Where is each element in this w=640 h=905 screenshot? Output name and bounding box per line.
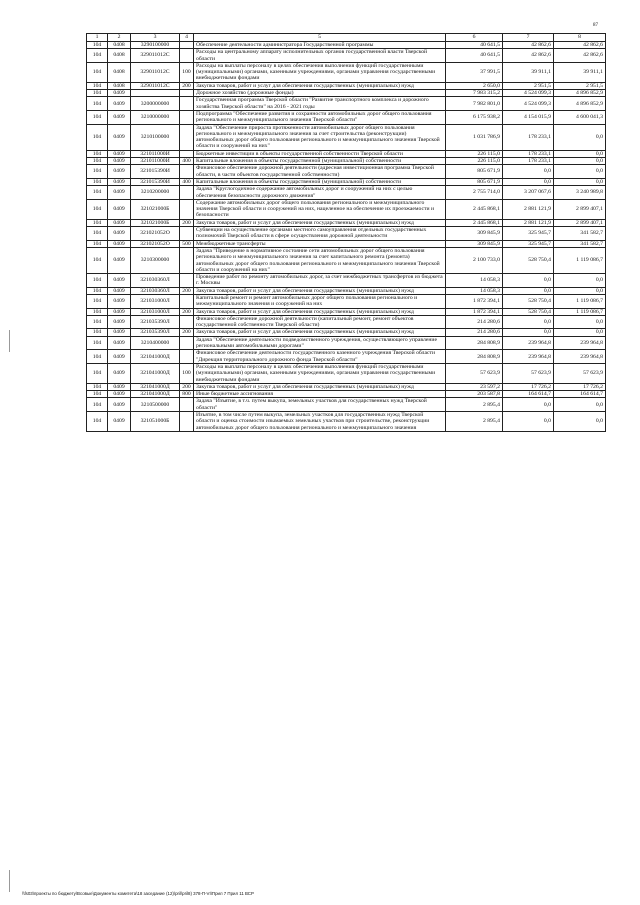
- cell-target-code: 321041000Д: [131, 363, 180, 383]
- cell-section-code: 0409: [108, 90, 131, 97]
- cell-description: Капитальные вложения в объекты государственной (муниципальной) собственности: [194, 178, 446, 185]
- cell-amount-year1: 2 650,0: [446, 82, 503, 89]
- cell-description: Закупка товаров, работ и услуг для обеспечения государственных (муниципальных) нужд: [194, 308, 446, 315]
- cell-expense-type: 200: [180, 219, 194, 226]
- margin-mark: [9, 330, 10, 352]
- cell-amount-year3: 2 899 407,1: [554, 219, 606, 226]
- cell-section-code: 0409: [108, 124, 131, 150]
- cell-amount-year2: 0,0: [503, 287, 554, 294]
- page-number: 87: [593, 23, 598, 28]
- header-cell: 3: [131, 34, 180, 42]
- cell-target-code: 321031000Л: [131, 308, 180, 315]
- cell-amount-year3: 0,0: [554, 158, 606, 165]
- cell-amount-year2: 164 614,7: [503, 391, 554, 398]
- cell-section-code: 0409: [108, 398, 131, 412]
- cell-admin-code: 104: [87, 90, 108, 97]
- cell-admin-code: 104: [87, 124, 108, 150]
- cell-amount-year2: 0,0: [503, 329, 554, 336]
- cell-description: Расходы на выплаты персоналу в целях обеспечения выполнения функций государственными (муниципальными) органами, казенными учреждениями, органами управления государственными внебюджетными фондами: [194, 62, 446, 82]
- table-row: [87, 90, 606, 97]
- cell-admin-code: 104: [87, 274, 108, 288]
- cell-description: Задача "Изъятие, в т.ч. путем выкупа, земельных участков для государственных нужд Тверской области": [194, 398, 446, 412]
- cell-description: Бюджетные инвестиции в объекты государственной собственности Тверской области: [194, 150, 446, 157]
- cell-admin-code: 104: [87, 287, 108, 294]
- table-row: [87, 42, 606, 49]
- table-row: [87, 383, 606, 390]
- cell-amount-year2: 42 862,6: [503, 42, 554, 49]
- cell-expense-type: [180, 398, 194, 412]
- cell-amount-year2: 17 726,2: [503, 383, 554, 390]
- cell-admin-code: 104: [87, 398, 108, 412]
- cell-target-code: 321041000Д: [131, 350, 180, 364]
- table-row: [87, 219, 606, 226]
- cell-description: Финансовое обеспечение дорожной деятельности (адресная инвестиционная программа Тверской области, в части объектов государственной собственности): [194, 165, 446, 179]
- cell-section-code: 0409: [108, 110, 131, 124]
- cell-amount-year1: 309 845,9: [446, 227, 503, 241]
- table-row: [87, 308, 606, 315]
- budget-table: [86, 33, 606, 432]
- cell-section-code: 0409: [108, 350, 131, 364]
- cell-section-code: 0409: [108, 287, 131, 294]
- table-row: [87, 412, 606, 432]
- cell-amount-year3: 2 899 407,1: [554, 199, 606, 219]
- cell-admin-code: 104: [87, 247, 108, 273]
- cell-description: Субвенции на осуществление органами местного самоуправления отдельных государственных полномочий Тверской области в сфере осуществления дорожной деятельности: [194, 227, 446, 241]
- cell-admin-code: 104: [87, 178, 108, 185]
- cell-admin-code: 104: [87, 294, 108, 308]
- cell-expense-type: [180, 49, 194, 63]
- cell-admin-code: 104: [87, 363, 108, 383]
- cell-expense-type: 200: [180, 82, 194, 89]
- cell-admin-code: 104: [87, 308, 108, 315]
- cell-amount-year1: 2 100 733,0: [446, 247, 503, 273]
- cell-expense-type: 500: [180, 240, 194, 247]
- table-row: [87, 158, 606, 165]
- cell-description: Капитальный ремонт и ремонт автомобильных дорог общего пользования регионального и межмуниципального значения и сооружений на них: [194, 294, 446, 308]
- cell-expense-type: [180, 274, 194, 288]
- cell-amount-year2: 39 911,1: [503, 62, 554, 82]
- cell-description: Межбюджетные трансферты: [194, 240, 446, 247]
- cell-target-code: 321011000И: [131, 158, 180, 165]
- cell-target-code: 329011012С: [131, 49, 180, 63]
- header-row: [87, 34, 606, 42]
- cell-section-code: 0409: [108, 412, 131, 432]
- cell-target-code: 321011000И: [131, 150, 180, 157]
- cell-amount-year3: 0,0: [554, 178, 606, 185]
- cell-target-code: 3210300000: [131, 247, 180, 273]
- cell-expense-type: [180, 247, 194, 273]
- cell-admin-code: 104: [87, 42, 108, 49]
- cell-description: Задача "Обеспечение прироста протяженности автомобильных дорог общего пользования регионального и межмуниципального значения за счет строительства (реконструкции) автомобильных дорог общего пользования регионального и межмуниципального значения Тверской области и сооружений на них": [194, 124, 446, 150]
- cell-amount-year3: 239 964,8: [554, 336, 606, 350]
- cell-expense-type: [180, 199, 194, 219]
- cell-target-code: 3210100000: [131, 124, 180, 150]
- cell-admin-code: 104: [87, 49, 108, 63]
- cell-amount-year3: 0,0: [554, 274, 606, 288]
- header-cell: 5: [194, 34, 446, 42]
- cell-target-code: 321030360Л: [131, 287, 180, 294]
- cell-description: Капитальные вложения в объекты государственной (муниципальной) собственности: [194, 158, 446, 165]
- cell-expense-type: [180, 42, 194, 49]
- table-row: [87, 287, 606, 294]
- cell-description: Содержание автомобильных дорог общего пользования регионального и межмуниципального значения Тверской области и сооружений на них, нацеленное на обеспечение их проезжаемости и безопасности: [194, 199, 446, 219]
- cell-amount-year1: 214 280,6: [446, 329, 503, 336]
- cell-amount-year3: 164 614,7: [554, 391, 606, 398]
- cell-amount-year3: 39 911,1: [554, 62, 606, 82]
- cell-amount-year1: 2 895,4: [446, 412, 503, 432]
- cell-expense-type: 400: [180, 178, 194, 185]
- cell-amount-year2: 4 524 099,3: [503, 90, 554, 97]
- cell-description: Финансовое обеспечение деятельности государственного казенного учреждения Тверской области "Дирекция территориального дорожного фонда Тверской области": [194, 350, 446, 364]
- cell-amount-year3: 341 582,7: [554, 227, 606, 241]
- table-row: [87, 329, 606, 336]
- cell-amount-year1: 203 587,8: [446, 391, 503, 398]
- cell-section-code: 0409: [108, 247, 131, 273]
- cell-amount-year1: 309 845,9: [446, 240, 503, 247]
- cell-amount-year1: 57 623,9: [446, 363, 503, 383]
- cell-expense-type: 200: [180, 383, 194, 390]
- cell-admin-code: 104: [87, 350, 108, 364]
- table-row: [87, 165, 606, 179]
- cell-admin-code: 104: [87, 97, 108, 111]
- cell-target-code: 321035390Л: [131, 329, 180, 336]
- cell-amount-year2: 2 951,5: [503, 82, 554, 89]
- cell-amount-year3: 0,0: [554, 412, 606, 432]
- cell-target-code: 321015390И: [131, 178, 180, 185]
- cell-expense-type: [180, 350, 194, 364]
- cell-amount-year3: 239 964,8: [554, 350, 606, 364]
- cell-description: Расходы на центральному аппарату исполнительных органов государственной власти Тверской области: [194, 49, 446, 63]
- cell-section-code: 0408: [108, 49, 131, 63]
- cell-expense-type: [180, 412, 194, 432]
- cell-description: Дорожное хозяйство (дорожные фонды): [194, 90, 446, 97]
- cell-target-code: 321030360Л: [131, 274, 180, 288]
- cell-admin-code: 104: [87, 150, 108, 157]
- cell-description: Закупка товаров, работ и услуг для обеспечения государственных (муниципальных) нужд: [194, 219, 446, 226]
- cell-target-code: 321021052О: [131, 227, 180, 241]
- cell-target-code: 3290100000: [131, 42, 180, 49]
- cell-admin-code: 104: [87, 240, 108, 247]
- table-row: [87, 247, 606, 273]
- cell-description: Задача "Круглогодичное содержание автомобильных дорог и сооружений на них с целью обеспечения безопасности дорожного движения": [194, 186, 446, 200]
- cell-expense-type: [180, 110, 194, 124]
- cell-amount-year2: 57 623,9: [503, 363, 554, 383]
- cell-target-code: 3210200000: [131, 186, 180, 200]
- table-row: [87, 97, 606, 111]
- cell-target-code: 321021052О: [131, 240, 180, 247]
- cell-description: Закупка товаров, работ и услуг для обеспечения государственных (муниципальных) нужд: [194, 287, 446, 294]
- cell-description: Задача "Приведение в нормативное состояние сети автомобильных дорог общего пользования регионального и межмуниципального значения за счет капитального ремонта (ремонта) автомобильных дорог общего пользования регионального и межмуниципального значения Тверской области и сооружений на них": [194, 247, 446, 273]
- table-row: [87, 363, 606, 383]
- cell-section-code: 0409: [108, 391, 131, 398]
- cell-amount-year2: 239 964,8: [503, 336, 554, 350]
- cell-expense-type: [180, 97, 194, 111]
- cell-amount-year2: 4 154 015,9: [503, 110, 554, 124]
- cell-target-code: 321041000Д: [131, 391, 180, 398]
- table-row: [87, 274, 606, 288]
- cell-description: Проведение работ по ремонту автомобильных дорог, за счет межбюджетных трансфертов из бюджета г. Москвы: [194, 274, 446, 288]
- cell-admin-code: 104: [87, 110, 108, 124]
- cell-expense-type: [180, 315, 194, 329]
- cell-target-code: [131, 90, 180, 97]
- table-row: [87, 391, 606, 398]
- header-cell: 6: [446, 34, 503, 42]
- table-row: [87, 227, 606, 241]
- table-row: [87, 124, 606, 150]
- cell-expense-type: [180, 165, 194, 179]
- cell-section-code: 0409: [108, 315, 131, 329]
- cell-section-code: 0409: [108, 240, 131, 247]
- cell-target-code: 3210400000: [131, 336, 180, 350]
- cell-description: Задача "Обеспечение деятельности подведомственного учреждения, осуществляющего управление региональными автомобильными дорогами": [194, 336, 446, 350]
- cell-target-code: 3210000000: [131, 110, 180, 124]
- table-row: [87, 178, 606, 185]
- cell-amount-year1: 2 445 868,1: [446, 219, 503, 226]
- cell-amount-year1: 805 671,9: [446, 165, 503, 179]
- cell-amount-year1: 284 808,9: [446, 350, 503, 364]
- cell-amount-year3: 57 623,9: [554, 363, 606, 383]
- cell-section-code: 0409: [108, 308, 131, 315]
- cell-target-code: 321021000Б: [131, 219, 180, 226]
- table-row: [87, 186, 606, 200]
- cell-expense-type: [180, 294, 194, 308]
- cell-amount-year3: 0,0: [554, 315, 606, 329]
- cell-section-code: 0409: [108, 227, 131, 241]
- cell-amount-year1: 214 280,6: [446, 315, 503, 329]
- cell-amount-year1: 7 982 801,0: [446, 97, 503, 111]
- cell-amount-year1: 40 641,5: [446, 49, 503, 63]
- table-row: [87, 315, 606, 329]
- cell-section-code: 0409: [108, 383, 131, 390]
- cell-target-code: 329011012С: [131, 62, 180, 82]
- header-cell: 2: [108, 34, 131, 42]
- cell-amount-year2: 325 945,7: [503, 240, 554, 247]
- cell-target-code: 321035390Л: [131, 315, 180, 329]
- cell-amount-year2: 178 233,1: [503, 124, 554, 150]
- cell-amount-year3: 42 862,6: [554, 42, 606, 49]
- cell-amount-year2: 2 881 121,9: [503, 199, 554, 219]
- cell-amount-year3: 17 726,2: [554, 383, 606, 390]
- cell-amount-year3: 3 240 989,8: [554, 186, 606, 200]
- cell-expense-type: [180, 336, 194, 350]
- cell-description: Обеспечение деятельности администратора Государственной программы: [194, 42, 446, 49]
- cell-amount-year1: 6 175 938,2: [446, 110, 503, 124]
- cell-description: Иные бюджетные ассигнования: [194, 391, 446, 398]
- cell-admin-code: 104: [87, 227, 108, 241]
- cell-section-code: 0408: [108, 62, 131, 82]
- cell-amount-year3: 341 582,7: [554, 240, 606, 247]
- cell-admin-code: 104: [87, 315, 108, 329]
- cell-amount-year2: 178 233,1: [503, 150, 554, 157]
- cell-amount-year3: 1 119 086,7: [554, 294, 606, 308]
- table-body: [87, 34, 606, 432]
- cell-amount-year2: 528 750,4: [503, 294, 554, 308]
- cell-section-code: 0408: [108, 82, 131, 89]
- cell-amount-year1: 1 872 394,1: [446, 294, 503, 308]
- cell-target-code: 321021000Б: [131, 199, 180, 219]
- cell-admin-code: 104: [87, 219, 108, 226]
- cell-admin-code: 104: [87, 336, 108, 350]
- cell-section-code: 0409: [108, 274, 131, 288]
- cell-amount-year1: 805 671,9: [446, 178, 503, 185]
- cell-expense-type: 200: [180, 308, 194, 315]
- cell-admin-code: 104: [87, 391, 108, 398]
- margin-mark: [9, 870, 10, 892]
- cell-amount-year1: 1 872 394,1: [446, 308, 503, 315]
- table-row: [87, 110, 606, 124]
- cell-description: Изъятие, в том числе путем выкупа, земельных участков для государственных нужд Тверской области и оценка стоимости изымаемых земельных участков при строительстве, реконструкции автомобильных дорог общего пользования регионального и межмуниципального значения: [194, 412, 446, 432]
- cell-amount-year3: 0,0: [554, 287, 606, 294]
- cell-section-code: 0409: [108, 199, 131, 219]
- cell-amount-year2: 0,0: [503, 412, 554, 432]
- cell-target-code: 321051000Б: [131, 412, 180, 432]
- cell-amount-year2: 4 524 099,3: [503, 97, 554, 111]
- cell-admin-code: 104: [87, 383, 108, 390]
- cell-amount-year1: 37 991,5: [446, 62, 503, 82]
- table-row: [87, 294, 606, 308]
- cell-expense-type: [180, 227, 194, 241]
- cell-amount-year2: 178 233,1: [503, 158, 554, 165]
- cell-expense-type: 100: [180, 363, 194, 383]
- table-row: [87, 350, 606, 364]
- cell-amount-year1: 14 058,3: [446, 287, 503, 294]
- table-row: [87, 398, 606, 412]
- cell-description: Подпрограмма "Обеспечение развития и сохранности автомобильных дорог общего пользования регионального и межмуниципального значения Тверской области": [194, 110, 446, 124]
- cell-expense-type: 200: [180, 329, 194, 336]
- cell-amount-year1: 284 808,9: [446, 336, 503, 350]
- header-cell: 7: [503, 34, 554, 42]
- cell-section-code: 0409: [108, 336, 131, 350]
- cell-admin-code: 104: [87, 62, 108, 82]
- cell-amount-year1: 2 445 868,1: [446, 199, 503, 219]
- cell-expense-type: [180, 90, 194, 97]
- cell-amount-year2: 0,0: [503, 274, 554, 288]
- cell-amount-year1: 7 983 315,2: [446, 90, 503, 97]
- cell-expense-type: 800: [180, 391, 194, 398]
- cell-section-code: 0409: [108, 294, 131, 308]
- cell-expense-type: [180, 124, 194, 150]
- cell-amount-year3: 0,0: [554, 329, 606, 336]
- header-cell: 4: [180, 34, 194, 42]
- cell-admin-code: 104: [87, 165, 108, 179]
- cell-section-code: 0409: [108, 186, 131, 200]
- cell-target-code: 321031000Л: [131, 294, 180, 308]
- cell-amount-year3: 0,0: [554, 165, 606, 179]
- cell-expense-type: 400: [180, 158, 194, 165]
- cell-section-code: 0409: [108, 165, 131, 179]
- table-row: [87, 240, 606, 247]
- cell-amount-year3: 0,0: [554, 124, 606, 150]
- cell-amount-year1: 2 755 714,0: [446, 186, 503, 200]
- cell-amount-year3: 1 119 086,7: [554, 247, 606, 273]
- cell-target-code: 329011012С: [131, 82, 180, 89]
- cell-description: Финансовое обеспечение дорожной деятельности (капитальный ремонт, ремонт объектов государственной собственности Тверской области): [194, 315, 446, 329]
- cell-description: Расходы на выплаты персоналу в целях обеспечения выполнения функций государственными (муниципальными) органами, казенными учреждениями, органами управления государственными внебюджетными фондами: [194, 363, 446, 383]
- cell-amount-year1: 23 597,2: [446, 383, 503, 390]
- cell-amount-year3: 2 951,5: [554, 82, 606, 89]
- cell-target-code: 3200000000: [131, 97, 180, 111]
- table-row: [87, 49, 606, 63]
- cell-section-code: 0409: [108, 329, 131, 336]
- cell-amount-year2: 0,0: [503, 178, 554, 185]
- cell-target-code: 321015390И: [131, 165, 180, 179]
- cell-amount-year2: 528 750,4: [503, 247, 554, 273]
- cell-amount-year1: 226 115,0: [446, 150, 503, 157]
- cell-section-code: 0409: [108, 158, 131, 165]
- cell-description: Закупка товаров, работ и услуг для обеспечения государственных (муниципальных) нужд: [194, 82, 446, 89]
- table-row: [87, 336, 606, 350]
- cell-target-code: 3210500000: [131, 398, 180, 412]
- cell-admin-code: 104: [87, 186, 108, 200]
- table-row: [87, 199, 606, 219]
- cell-admin-code: 104: [87, 412, 108, 432]
- cell-target-code: 321041000Д: [131, 383, 180, 390]
- table-row: [87, 82, 606, 89]
- cell-amount-year2: 3 207 067,6: [503, 186, 554, 200]
- cell-amount-year2: 42 862,6: [503, 49, 554, 63]
- cell-amount-year1: 40 641,5: [446, 42, 503, 49]
- cell-amount-year3: 0,0: [554, 150, 606, 157]
- cell-expense-type: 100: [180, 62, 194, 82]
- cell-amount-year1: 2 895,4: [446, 398, 503, 412]
- cell-amount-year1: 226 115,0: [446, 158, 503, 165]
- cell-expense-type: 200: [180, 287, 194, 294]
- cell-section-code: 0409: [108, 363, 131, 383]
- cell-expense-type: [180, 150, 194, 157]
- cell-description: Закупка товаров, работ и услуг для обеспечения государственных (муниципальных) нужд: [194, 329, 446, 336]
- cell-amount-year2: 239 964,8: [503, 350, 554, 364]
- cell-amount-year2: 325 945,7: [503, 227, 554, 241]
- cell-description: Закупка товаров, работ и услуг для обеспечения государственных (муниципальных) нужд: [194, 383, 446, 390]
- cell-admin-code: 104: [87, 158, 108, 165]
- cell-amount-year3: 0,0: [554, 398, 606, 412]
- cell-amount-year3: 4 896 852,9: [554, 97, 606, 111]
- cell-section-code: 0409: [108, 219, 131, 226]
- cell-amount-year3: 42 862,6: [554, 49, 606, 63]
- cell-admin-code: 104: [87, 329, 108, 336]
- table-row: [87, 62, 606, 82]
- cell-amount-year3: 4 896 852,9: [554, 90, 606, 97]
- header-cell: 8: [554, 34, 606, 42]
- cell-amount-year2: 528 750,4: [503, 308, 554, 315]
- cell-description: Государственная программа Тверской области "Развитие транспортного комплекса и дорожного хозяйства Тверской области" на 2016 - 2021 годы: [194, 97, 446, 111]
- cell-amount-year2: 2 881 121,9: [503, 219, 554, 226]
- cell-admin-code: 104: [87, 82, 108, 89]
- cell-amount-year2: 0,0: [503, 315, 554, 329]
- cell-expense-type: [180, 186, 194, 200]
- cell-section-code: 0409: [108, 178, 131, 185]
- table-row: [87, 150, 606, 157]
- cell-admin-code: 104: [87, 199, 108, 219]
- cell-amount-year2: 0,0: [503, 398, 554, 412]
- cell-amount-year1: 14 058,3: [446, 274, 503, 288]
- cell-amount-year2: 0,0: [503, 165, 554, 179]
- cell-section-code: 0408: [108, 42, 131, 49]
- header-cell: 1: [87, 34, 108, 42]
- cell-amount-year3: 4 600 041,3: [554, 110, 606, 124]
- cell-amount-year1: 1 031 786,9: [446, 124, 503, 150]
- cell-section-code: 0409: [108, 97, 131, 111]
- cell-amount-year3: 1 119 086,7: [554, 308, 606, 315]
- footer-file-path: \\fs03\проекты по бюджету\Всовые\Документы комитета\18 заседание (12)\pril\pril8) 378-П-VI\Прил 7 Прил 11 ВСР: [22, 891, 254, 896]
- cell-section-code: 0409: [108, 150, 131, 157]
